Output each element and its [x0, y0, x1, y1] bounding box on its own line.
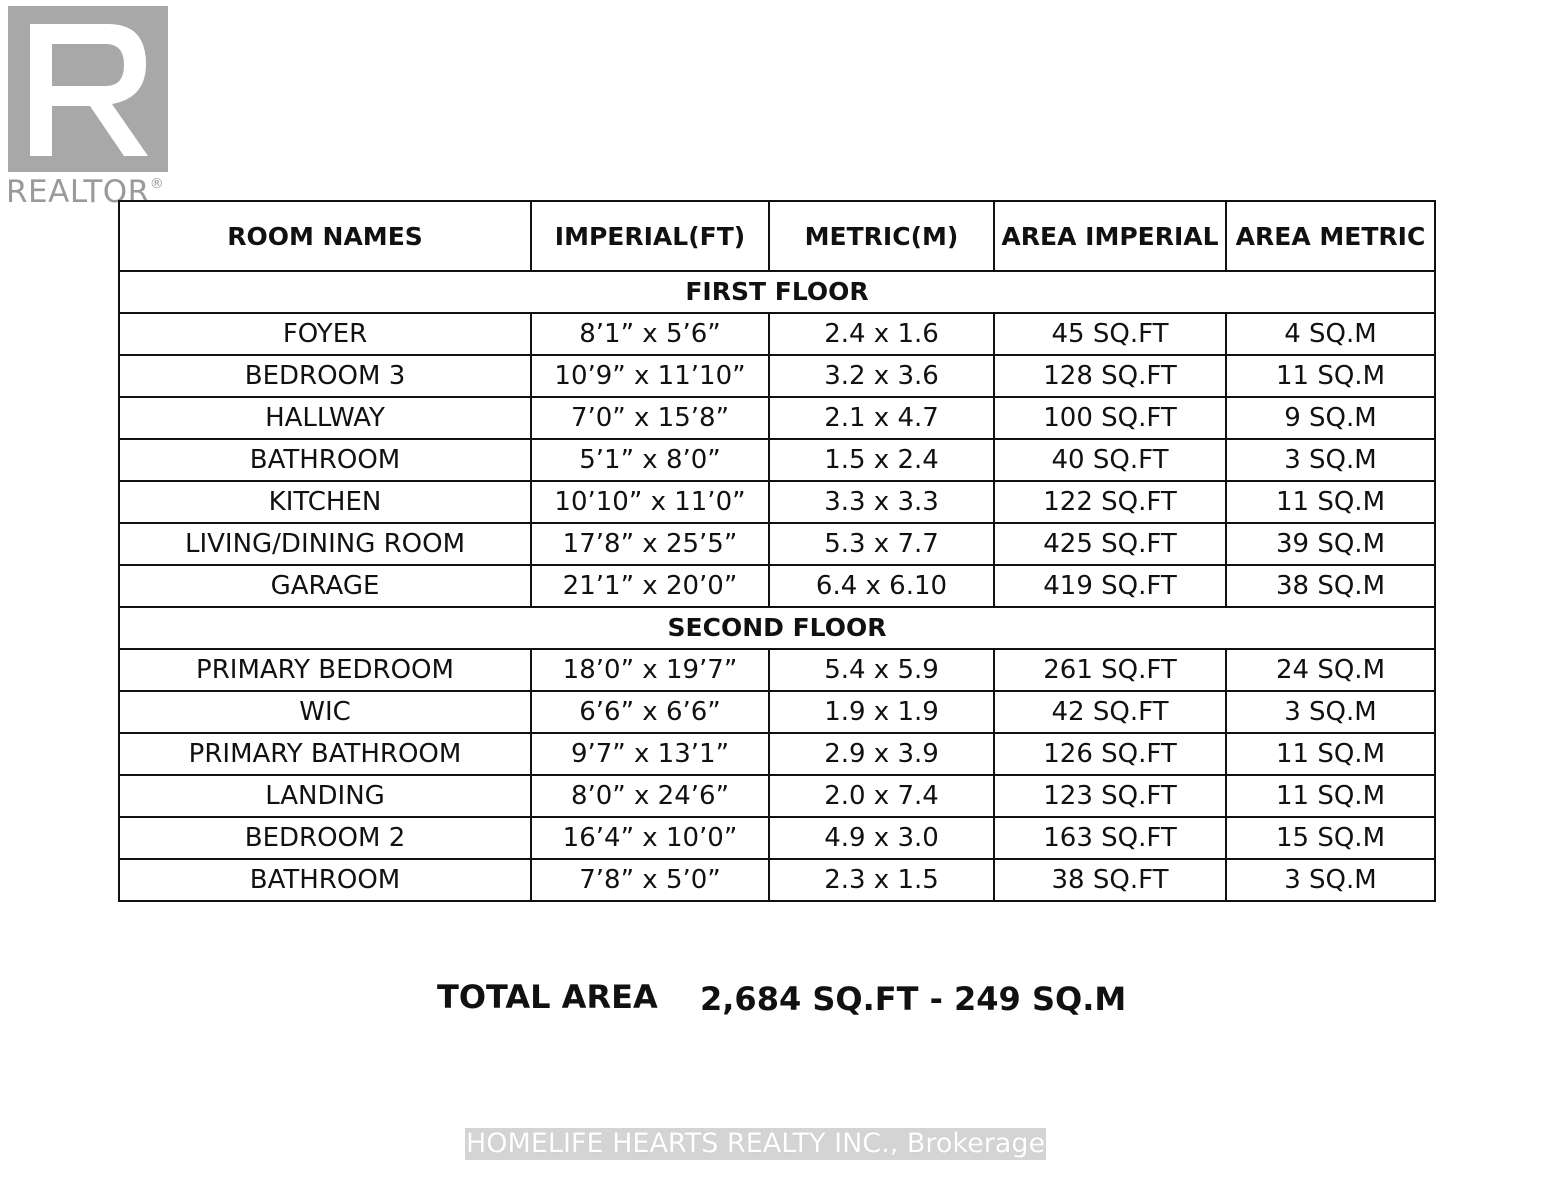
table-cell: 122 SQ.FT [994, 481, 1226, 523]
column-header: IMPERIAL(FT) [531, 201, 769, 271]
table-cell: 21’1” x 20’0” [531, 565, 769, 607]
realtor-r-icon [8, 6, 168, 172]
table-body [119, 271, 1435, 901]
floor-section-title: SECOND FLOOR [119, 607, 1435, 649]
table-row [119, 313, 1435, 355]
table-cell: 419 SQ.FT [994, 565, 1226, 607]
table-cell: 11 SQ.M [1226, 733, 1435, 775]
table-cell: 11 SQ.M [1226, 481, 1435, 523]
realtor-wordmark-text: REALTOR [6, 174, 150, 210]
table-row [119, 817, 1435, 859]
table-cell: 163 SQ.FT [994, 817, 1226, 859]
table-cell: PRIMARY BATHROOM [119, 733, 531, 775]
table-row [119, 397, 1435, 439]
table-cell: 3.2 x 3.6 [769, 355, 994, 397]
table-cell: BATHROOM [119, 859, 531, 901]
floor-section-row [119, 271, 1435, 313]
table-cell: 5.4 x 5.9 [769, 649, 994, 691]
table-cell: 38 SQ.M [1226, 565, 1435, 607]
table-row [119, 859, 1435, 901]
table-cell: 123 SQ.FT [994, 775, 1226, 817]
table-row [119, 565, 1435, 607]
table-cell: 42 SQ.FT [994, 691, 1226, 733]
table-cell: BATHROOM [119, 439, 531, 481]
table-cell: LANDING [119, 775, 531, 817]
table-row [119, 481, 1435, 523]
total-area-label: TOTAL AREA [437, 978, 658, 1016]
table-cell: 2.1 x 4.7 [769, 397, 994, 439]
table-cell: 10’10” x 11’0” [531, 481, 769, 523]
table-cell: WIC [119, 691, 531, 733]
table-row [119, 355, 1435, 397]
table-cell: 1.5 x 2.4 [769, 439, 994, 481]
table-cell: 4.9 x 3.0 [769, 817, 994, 859]
table-cell: 4 SQ.M [1226, 313, 1435, 355]
registered-mark: ® [149, 176, 165, 192]
table-cell: 40 SQ.FT [994, 439, 1226, 481]
table-cell: 15 SQ.M [1226, 817, 1435, 859]
table-cell: 6.4 x 6.10 [769, 565, 994, 607]
table-cell: 10’9” x 11’10” [531, 355, 769, 397]
table-cell: 425 SQ.FT [994, 523, 1226, 565]
column-header: METRIC(M) [769, 201, 994, 271]
table-row [119, 733, 1435, 775]
table-cell: 126 SQ.FT [994, 733, 1226, 775]
table-row [119, 775, 1435, 817]
table-cell: 3 SQ.M [1226, 859, 1435, 901]
realtor-logo [6, 6, 182, 210]
table-cell: LIVING/DINING ROOM [119, 523, 531, 565]
table-cell: 11 SQ.M [1226, 775, 1435, 817]
table-row [119, 691, 1435, 733]
table-cell: BEDROOM 3 [119, 355, 531, 397]
table-cell: 16’4” x 10’0” [531, 817, 769, 859]
table-cell: 261 SQ.FT [994, 649, 1226, 691]
table-cell: 24 SQ.M [1226, 649, 1435, 691]
table-cell: 100 SQ.FT [994, 397, 1226, 439]
table-cell: 6’6” x 6’6” [531, 691, 769, 733]
table-cell: 9 SQ.M [1226, 397, 1435, 439]
table-cell: KITCHEN [119, 481, 531, 523]
table-cell: 45 SQ.FT [994, 313, 1226, 355]
table-header-row [119, 201, 1435, 271]
table-cell: 128 SQ.FT [994, 355, 1226, 397]
table-cell: 8’1” x 5’6” [531, 313, 769, 355]
table-cell: 38 SQ.FT [994, 859, 1226, 901]
table-cell: BEDROOM 2 [119, 817, 531, 859]
total-area-value: 2,684 SQ.FT - 249 SQ.M [700, 980, 1127, 1018]
table-cell: FOYER [119, 313, 531, 355]
table-row [119, 649, 1435, 691]
table-cell: 11 SQ.M [1226, 355, 1435, 397]
table-cell: 2.3 x 1.5 [769, 859, 994, 901]
column-header: AREA METRIC [1226, 201, 1435, 271]
table-cell: 39 SQ.M [1226, 523, 1435, 565]
table-cell: 17’8” x 25’5” [531, 523, 769, 565]
table-cell: 3 SQ.M [1226, 691, 1435, 733]
table-cell: 9’7” x 13’1” [531, 733, 769, 775]
table-cell: GARAGE [119, 565, 531, 607]
table-cell: 3.3 x 3.3 [769, 481, 994, 523]
table-cell: 18’0” x 19’7” [531, 649, 769, 691]
table-cell: 3 SQ.M [1226, 439, 1435, 481]
floor-section-title: FIRST FLOOR [119, 271, 1435, 313]
table-cell: 2.9 x 3.9 [769, 733, 994, 775]
table-row [119, 439, 1435, 481]
column-header: AREA IMPERIAL [994, 201, 1226, 271]
floor-section-row [119, 607, 1435, 649]
table-cell: 5’1” x 8’0” [531, 439, 769, 481]
table-cell: PRIMARY BEDROOM [119, 649, 531, 691]
room-dimensions-table [118, 200, 1436, 902]
table-cell: 7’0” x 15’8” [531, 397, 769, 439]
table-cell: 1.9 x 1.9 [769, 691, 994, 733]
table-row [119, 523, 1435, 565]
table-cell: 2.0 x 7.4 [769, 775, 994, 817]
brokerage-watermark: HOMELIFE HEARTS REALTY INC., Brokerage [466, 1128, 1046, 1159]
table-cell: 8’0” x 24’6” [531, 775, 769, 817]
table-cell: 5.3 x 7.7 [769, 523, 994, 565]
column-header: ROOM NAMES [119, 201, 531, 271]
table-cell: 2.4 x 1.6 [769, 313, 994, 355]
table-cell: 7’8” x 5’0” [531, 859, 769, 901]
table-cell: HALLWAY [119, 397, 531, 439]
